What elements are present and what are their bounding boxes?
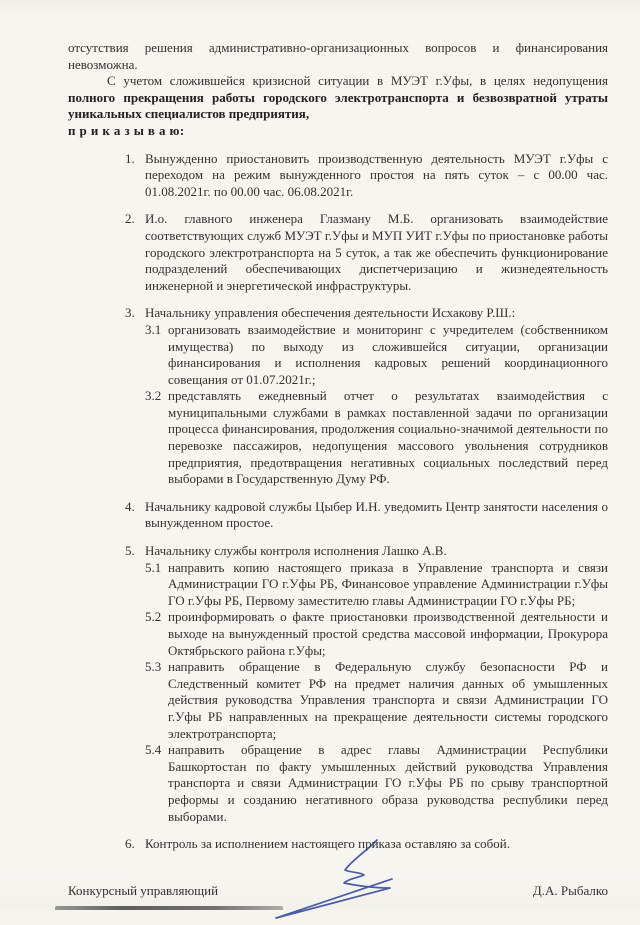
- item-number: 5.: [125, 543, 135, 559]
- order-item-1: [68, 151, 608, 201]
- item-text: Начальнику службы контроля исполнения Лашко А.В.: [145, 543, 447, 559]
- subitem-text: направить обращение в Федеральную службу безопасности РФ и Следственный комитет РФ на предмет наличия данных об умышленных действия руководства Управления транспорта и связи Администрации ГО г.Уфы РБ направленных на прекращение деятельности системы городского электротранспорта;: [168, 659, 608, 741]
- order-item-3: [68, 305, 608, 488]
- order-document-body: [68, 40, 608, 899]
- subitem-number: 3.2: [145, 388, 162, 404]
- order-subitem-5-4: [145, 742, 608, 825]
- signatory-role: Конкурсный управляющий: [68, 882, 219, 898]
- order-word: п р и к а з ы в а ю:: [68, 122, 185, 138]
- order-subitem-3-2: [145, 388, 608, 488]
- subitem-number: 5.1: [145, 559, 162, 575]
- order-item-6: [68, 836, 608, 853]
- order-item-5: [68, 543, 608, 825]
- subitem-text: организовать взаимодействие и мониторинг с учредителем (собственником имущества) по выходу из сложившейся ситуации, организации финансирования и исполнения кадровых решений координационного совещания от 01.07.2021г.;: [168, 321, 608, 387]
- subitem-text: направить обращение в адрес главы Администрации Республики Башкортостан по факту умышленных действий руководства Управления транспорта и связи Администрации ГО г.Уфы РБ по срыву транспортной реформы и созданию негативного образа руководства республики перед выборами.: [168, 742, 608, 824]
- item-number: 3.: [125, 305, 135, 321]
- order-subitem-5-1: [145, 560, 608, 610]
- signature-row: [68, 883, 608, 900]
- subitem-text: проинформировать о факте приостановки производственной деятельности и выходе на вынужденный простой средства массовой информации, Прокурора Октябрьского района г.Уфы;: [168, 609, 608, 658]
- subitem-text: направить копию настоящего приказа в Управление транспорта и связи Администрации ГО г.Уфы РБ, Финансовое управление Администрации г.Уфы ГО г.Уфы РБ, Первому заместителю главы Администрации ГО г.Уфы РБ;: [168, 559, 608, 608]
- context-paragraph-regular: С учетом сложившейся кризисной ситуации в МУЭТ г.Уфы, в целях недопущения: [107, 73, 608, 89]
- item-text: Начальнику кадровой службы Цыбер И.Н. уведомить Центр занятости населения о вынужденном простое.: [145, 498, 608, 531]
- order-item-4: [68, 499, 608, 532]
- item-text: Вынужденно приостановить производственную деятельность МУЭТ г.Уфы с переходом на режим вынужденного простоя на пять суток – с 00.00 час. 01.08.2021г. по 00.00 час. 06.08.2021г.: [145, 150, 608, 199]
- item-number: 4.: [125, 498, 135, 514]
- item-number: 1.: [125, 150, 135, 166]
- subitem-number: 5.3: [145, 659, 162, 675]
- subitem-number: 3.1: [145, 321, 162, 337]
- signatory-name: Д.А. Рыбалко: [532, 882, 608, 898]
- scan-artifact-bar: [55, 906, 283, 910]
- context-paragraph: [68, 73, 608, 123]
- order-subitem-5-2: [145, 609, 608, 659]
- item-number: 2.: [125, 211, 135, 227]
- context-paragraph-bold: полного прекращения работы городского электротранспорта и безвозвратной утраты уникальных специалистов предприятия,: [68, 89, 608, 122]
- subitem-number: 5.2: [145, 609, 162, 625]
- continuation-paragraph: отсутствия решения административно-организационных вопросов и финансирования невозможна.: [68, 40, 608, 72]
- order-item-2: [68, 211, 608, 294]
- item-text: И.о. главного инженера Глазману М.Б. организовать взаимодействие соответствующих служб МУЭТ г.Уфы и МУП УИТ г.Уфы по приостановке работы городского электротранспорта на 5 суток, а так же обеспечить функционирование подразделений обеспечивающих диспетчеризацию и жизнедеятельность инженерной и энергетической инфраструктуры.: [145, 211, 608, 293]
- item-text: Начальнику управления обеспечения деятельности Исхакову Р.Ш.:: [145, 305, 516, 321]
- item-number: 6.: [125, 836, 135, 852]
- order-subitem-5-3: [145, 659, 608, 742]
- subitem-number: 5.4: [145, 742, 162, 758]
- item-text: Контроль за исполнением настоящего приказа оставляю за собой.: [145, 836, 510, 852]
- subitem-text: представлять ежедневный отчет о результатах взаимодействия с муниципальными службами в рамках поставленной задачи по организации процесса финансирования, продолжения социально-значимой деятельности по перевозке пассажиров, недопущения массового увольнения сотрудников предприятия, предотвращения негативных социальных последствий перед выборами в Государственную Думу РФ.: [168, 388, 608, 487]
- order-subitem-3-1: [145, 322, 608, 388]
